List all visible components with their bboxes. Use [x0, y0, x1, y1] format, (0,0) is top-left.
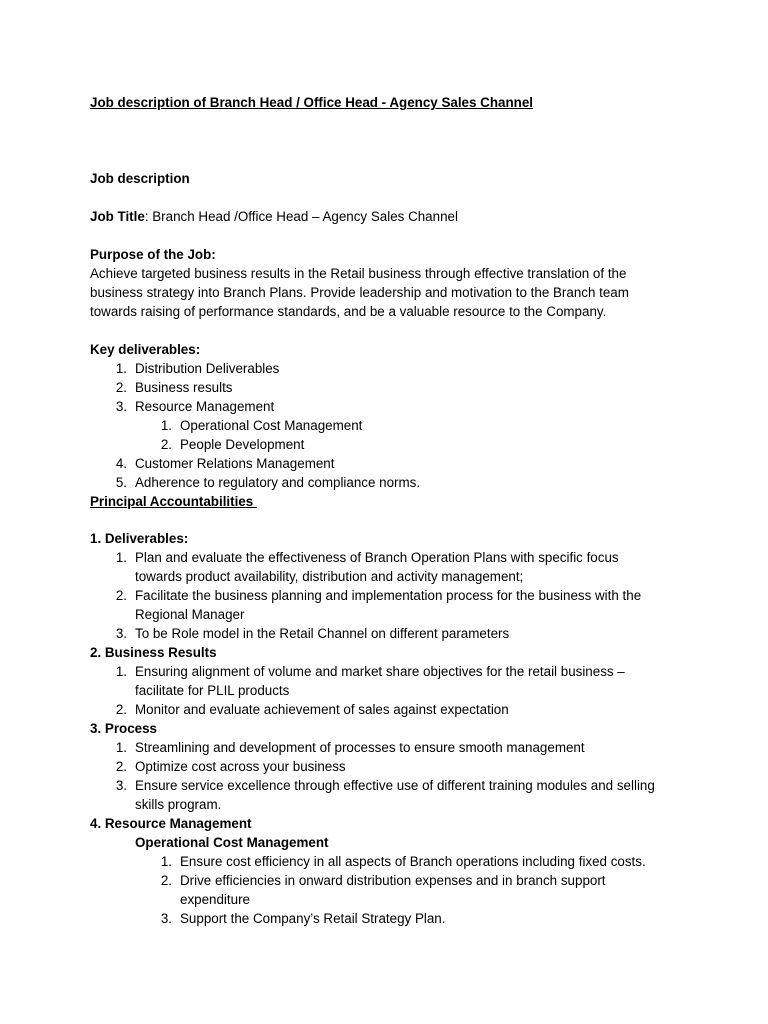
- accountabilities-body: [90, 529, 690, 928]
- list-item: 1. Ensuring alignment of volume and market share objectives for the retail business – facilitate for PLIL products: [115, 664, 625, 698]
- list-item: 4. Customer Relations Management: [115, 456, 335, 471]
- list-item: 1. Ensure cost efficiency in all aspects of Branch operations including fixed costs.: [160, 854, 646, 869]
- list-item: 2. Business results: [115, 380, 233, 395]
- list-item: 3. Resource Management: [115, 399, 275, 414]
- resource-management-heading: 4. Resource Management: [90, 816, 252, 831]
- list-item: 2. Facilitate the business planning and implementation process for the business with the Regional Manager: [115, 588, 642, 622]
- sub-list-item: 2. People Development: [160, 437, 305, 452]
- list-item: 1. Distribution Deliverables: [115, 361, 280, 376]
- list-item: 3. Support the Company’s Retail Strategy Plan.: [160, 911, 446, 926]
- list-item: 1. Plan and evaluate the effectiveness of Branch Operation Plans with specific focus towards product availability, distribution and activity management;: [115, 550, 619, 584]
- process-heading: 3. Process: [90, 721, 157, 736]
- operational-cost-subheading: Operational Cost Management: [135, 835, 329, 850]
- purpose-heading: Purpose of the Job:: [90, 247, 216, 262]
- key-deliverables-section: [90, 340, 690, 511]
- list-item: 2. Monitor and evaluate achievement of sales against expectation: [115, 702, 509, 717]
- sub-list-item: 1. Operational Cost Management: [160, 418, 363, 433]
- purpose-line: Achieve targeted business results in the Retail business through effective translation of the: [90, 266, 627, 281]
- section-heading: Job description: [90, 171, 190, 186]
- job-title-value: : Branch Head /Office Head – Agency Sales Channel: [144, 209, 458, 224]
- list-item: 1. Streamlining and development of processes to ensure smooth management: [115, 740, 585, 755]
- list-item: 5. Adherence to regulatory and compliance norms.: [115, 475, 421, 490]
- key-deliverables-heading: Key deliverables:: [90, 342, 201, 357]
- document-title: Job description of Branch Head / Office Head - Agency Sales Channel: [90, 95, 533, 110]
- principal-accountabilities-heading: Principal Accountabilities: [90, 494, 257, 509]
- list-item: 3. Ensure service excellence through effective use of different training modules and selling skills program.: [115, 778, 655, 812]
- list-item: 3. To be Role model in the Retail Channel on different parameters: [115, 626, 510, 641]
- purpose-line: business strategy into Branch Plans. Provide leadership and motivation to the Branch team: [90, 285, 629, 300]
- job-title-label: Job Title: [90, 209, 145, 224]
- list-item: 2. Optimize cost across your business: [115, 759, 346, 774]
- purpose-line: towards raising of performance standards, and be a valuable resource to the Company.: [90, 304, 607, 319]
- purpose-section: [90, 245, 690, 321]
- business-results-heading: 2. Business Results: [90, 645, 217, 660]
- list-item: 2. Drive efficiencies in onward distribution expenses and in branch support expenditure: [160, 873, 606, 907]
- job-title-line: [90, 207, 690, 226]
- deliverables-heading: 1. Deliverables:: [90, 531, 189, 546]
